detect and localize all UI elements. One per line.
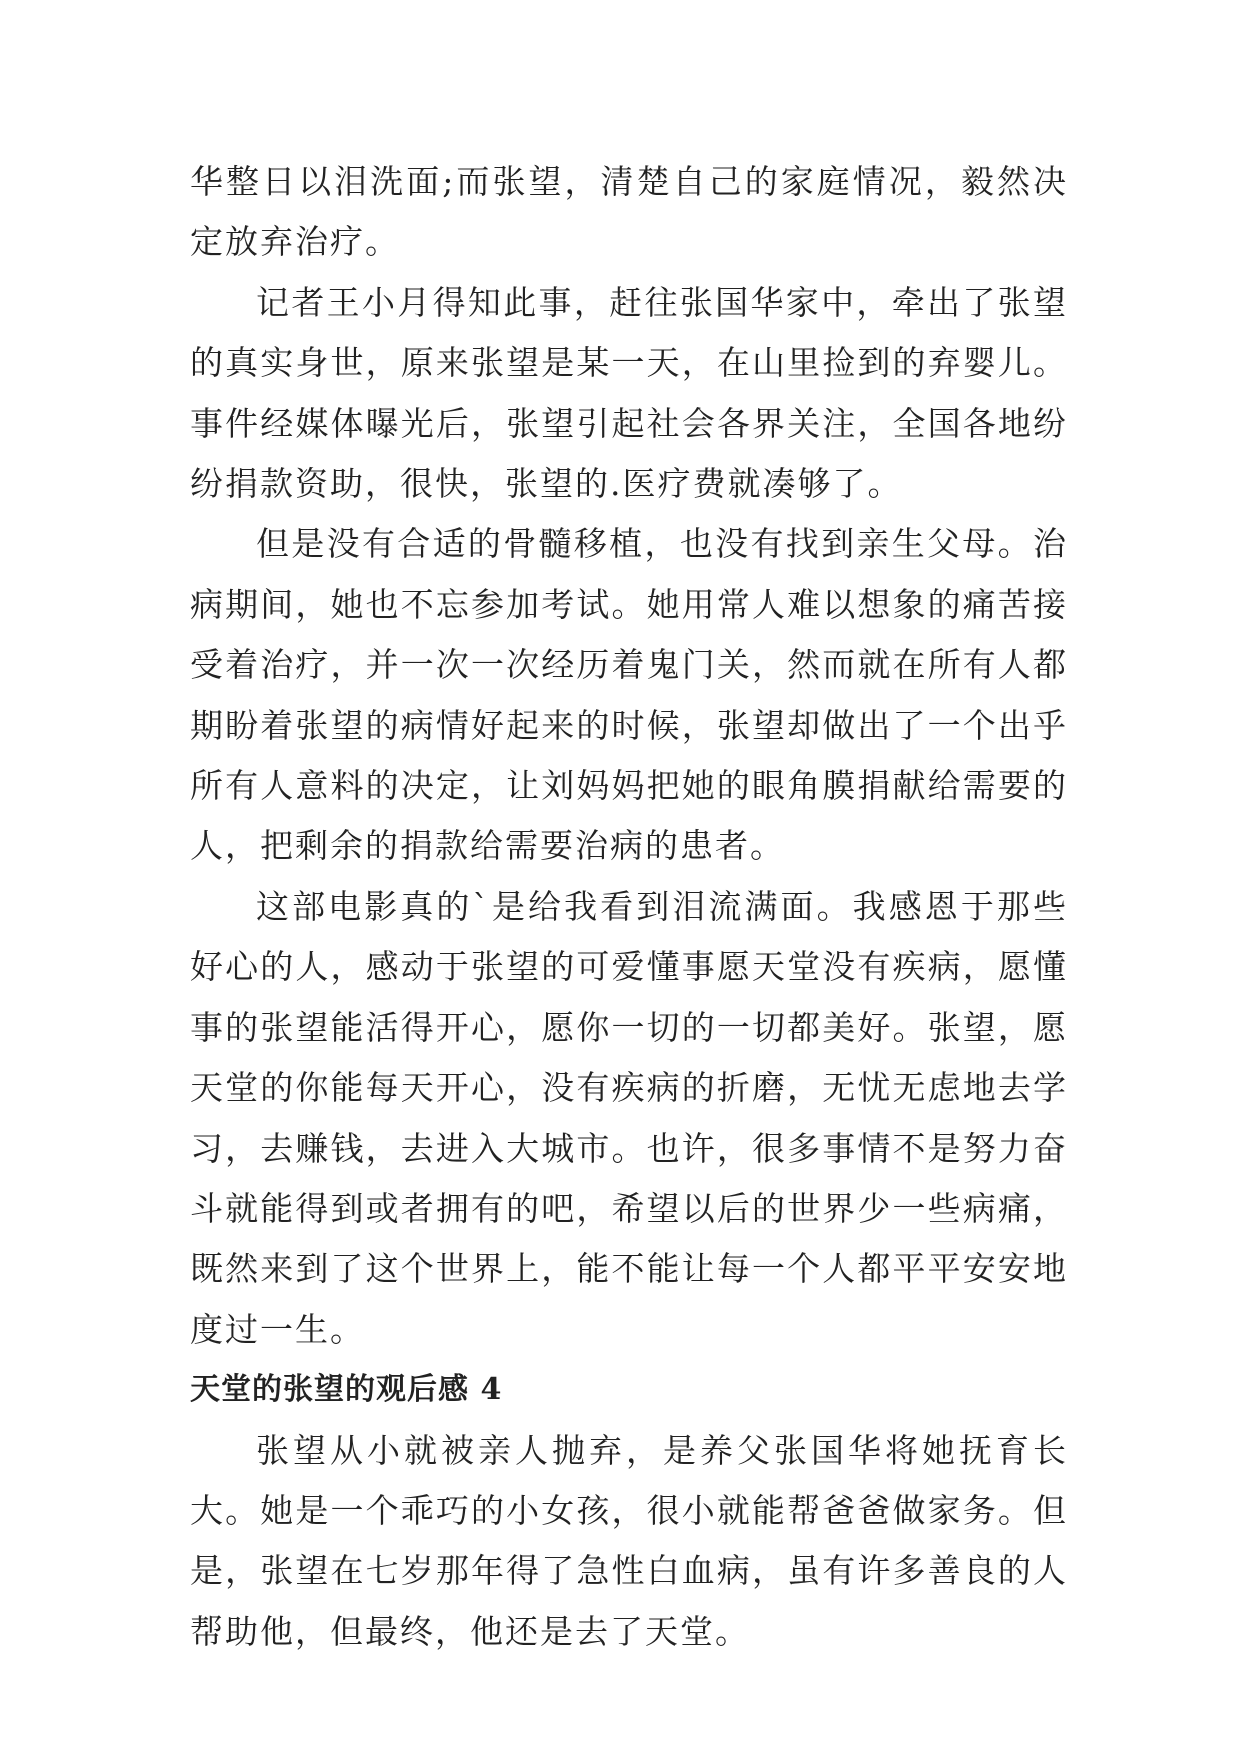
paragraph-5: 张望从小就被亲人抛弃，是养父张国华将她抚育长大。她是一个乖巧的小女孩，很小就能帮爸爸做家务。但是，张望在七岁那年得了急性白血病，虽有许多善良的人帮助他，但最终，他还是去了天堂。 xyxy=(190,1430,1068,1651)
paragraph-3: 但是没有合适的骨髓移植，也没有找到亲生父母。治病期间，她也不忘参加考试。她用常人难以想象的痛苦接受着治疗，并一次一次经历着鬼门关，然而就在所有人都期盼着张望的病情好起来的时候，张望却做出了一个出乎所有人意料的决定，让刘妈妈把她的眼角膜捐献给需要的人，把剩余的捐款给需要治病的患者。 xyxy=(190,524,1068,866)
section-heading: 天堂的张望的观后感 4 xyxy=(190,1372,503,1408)
paragraph-1: 华整日以泪洗面;而张望，清楚自己的家庭情况，毅然决定放弃治疗。 xyxy=(190,162,1068,262)
paragraph-2: 记者王小月得知此事，赶往张国华家中，牵出了张望的真实身世，原来张望是某一天，在山里捡到的弃婴儿。事件经媒体曝光后，张望引起社会各界关注，全国各地纷纷捐款资助，很快，张望的.医疗费就凑够了。 xyxy=(190,282,1068,504)
document-body xyxy=(190,152,1068,1662)
paragraph-4: 这部电影真的`是给我看到泪流满面。我感恩于那些好心的人，感动于张望的可爱懂事愿天堂没有疾病，愿懂事的张望能活得开心，愿你一切的一切都美好。张望，愿天堂的你能每天开心，没有疾病的折磨，无忧无虑地去学习，去赚钱，去进入大城市。也许，很多事情不是努力奋斗就能得到或者拥有的吧，希望以后的世界少一些病痛，既然来到了这个世界上，能不能让每一个人都平平安安地度过一生。 xyxy=(190,886,1068,1349)
